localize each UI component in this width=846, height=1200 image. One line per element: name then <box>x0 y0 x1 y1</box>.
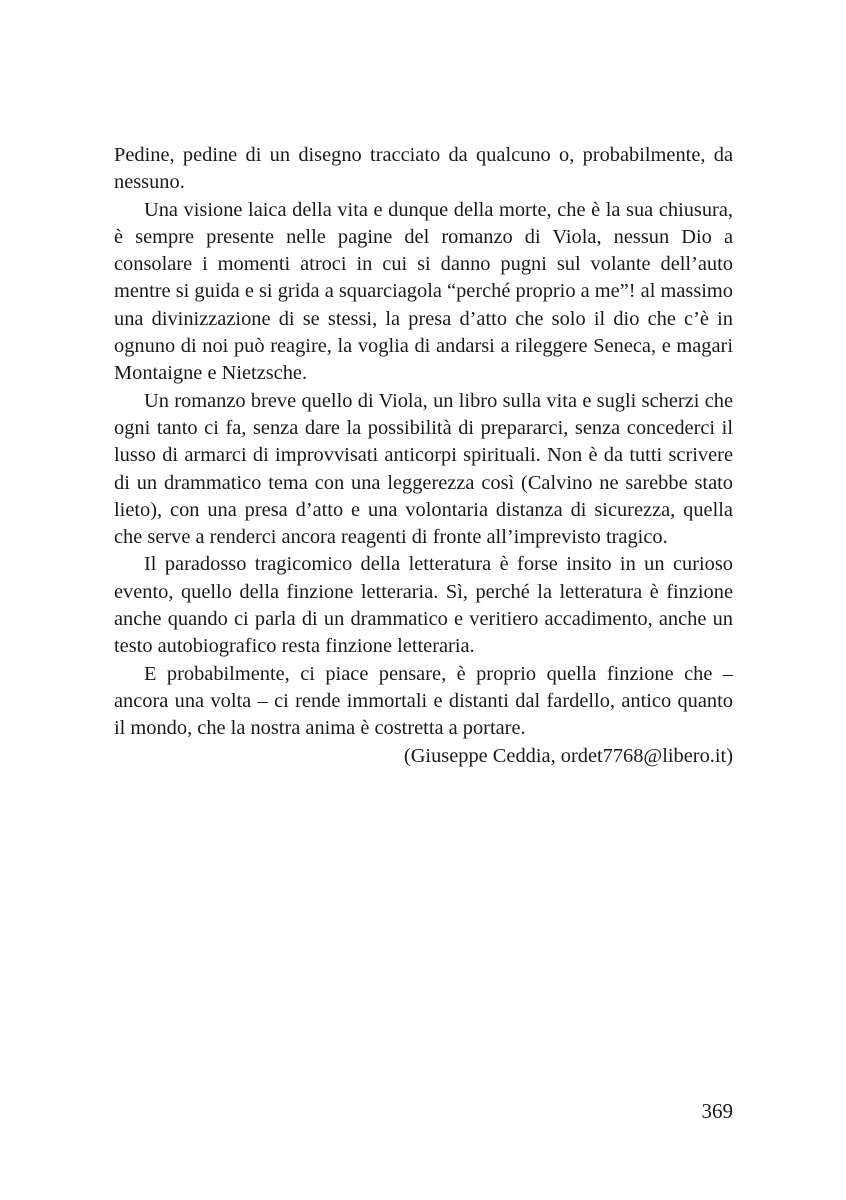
page-number: 369 <box>701 1099 733 1123</box>
paragraph-secular-vision: Una visione laica della vita e dunque della morte, che è la sua chiusura, è sempre presente nelle pagine del romanzo di Viola, nessun Dio a consolare i momenti atroci in cui si danno pugni sul volante dell’auto mentre si guida e si grida a squarciagola “perché proprio a me”! al massimo una divinizzazione di se stessi, la presa d’atto che solo il dio che c’è in ognuno di noi può reagire, la voglia di andarsi a rileggere Seneca, e magari Montaigne e Nietzsche. <box>114 198 733 385</box>
author-signature: (Giuseppe Ceddia, ordet7768@libero.it) <box>403 744 733 767</box>
paragraph-conclusion: E probabilmente, ci piace pensare, è proprio quella finzione che – ancora una volta – ci rende immortali e distanti dal fardello, antico quanto il mondo, che la nostra anima è costretta a portare. <box>114 662 733 740</box>
paragraph-short-novel: Un romanzo breve quello di Viola, un libro sulla vita e sugli scherzi che ogni tanto ci fa, senza dare la possibilità di prepararci, senza concederci il lusso di armarci di improvvisati anticorpi spirituali. Non è da tutti scrivere di un drammatico tema con una leggerezza così (Calvino ne sarebbe stato lieto), con una presa d’atto e una volontaria distanza di sicurezza, quella che serve a renderci ancora reagenti di fronte all’imprevisto tragico. <box>114 389 733 549</box>
paragraph-continuation: Pedine, pedine di un disegno tracciato da qualcuno o, probabilmente, da nessuno. <box>114 144 733 194</box>
body-text <box>114 142 733 770</box>
paragraph-literary-fiction: Il paradosso tragicomico della letteratura è forse insito in un curioso evento, quello della finzione letteraria. Sì, perché la letteratura è finzione anche quando ci parla di un drammatico e veritiero accadimento, anche un testo autobiografico resta finzione letteraria. <box>114 553 733 658</box>
